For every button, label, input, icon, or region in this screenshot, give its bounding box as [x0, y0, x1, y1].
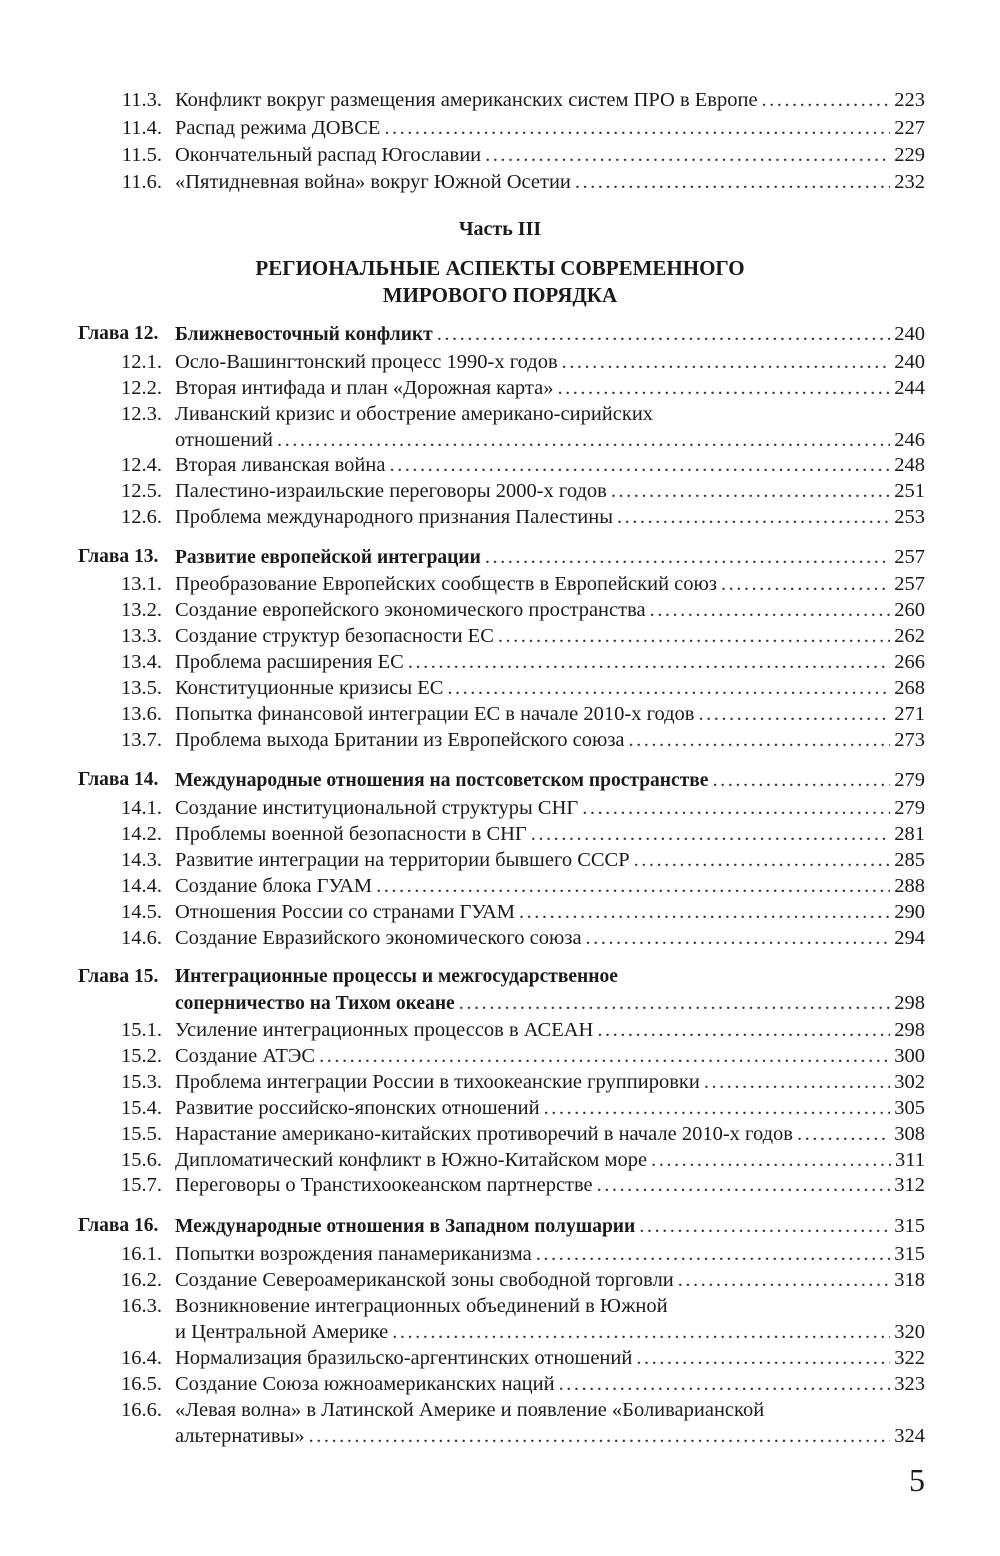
entry-title: Вторая интифада и план «Дорожная карта» — [175, 377, 554, 399]
entry-page: 311 — [895, 1149, 925, 1171]
toc-entry — [0, 674, 1000, 702]
entry-title: Создание структур безопасности ЕС — [175, 625, 494, 647]
entry-page: 251 — [894, 480, 925, 502]
entry-page: 308 — [894, 1123, 925, 1145]
entry-page: 312 — [894, 1174, 925, 1196]
chapter-label: Глава 16. — [78, 1215, 159, 1236]
entry-number: 15.5. — [121, 1123, 162, 1145]
entry-number: 15.4. — [121, 1097, 162, 1119]
entry-title: Проблема международного признания Палестины — [175, 506, 613, 528]
entry-number: 14.5. — [121, 901, 162, 923]
entry-title: Нормализация бразильско-аргентинских отношений — [175, 1347, 633, 1369]
entry-title: Проблемы военной безопасности в СНГ — [175, 823, 527, 845]
chapter-title-line-1: Интеграционные процессы и межгосударственное — [175, 966, 618, 987]
entry-page: 302 — [894, 1071, 925, 1093]
entry-page: 271 — [894, 703, 925, 725]
toc-entry — [0, 114, 1000, 142]
entry-title: Попытка финансовой интеграции ЕС в начале 2010-х годов — [175, 703, 695, 725]
entry-number: 13.5. — [121, 677, 162, 699]
entry-number: 13.2. — [121, 599, 162, 621]
entry-page: 262 — [894, 625, 925, 647]
entry-title: Развитие российско-японских отношений — [175, 1097, 540, 1119]
toc-entry — [0, 1266, 1000, 1294]
entry-title: альтернативы» — [175, 1425, 305, 1447]
entry-page: 305 — [894, 1097, 925, 1119]
entry-title: Окончательный распад Югославии — [175, 144, 482, 166]
entry-page: 324 — [894, 1425, 925, 1447]
entry-number: 16.5. — [121, 1373, 162, 1395]
chapter-heading — [0, 320, 1000, 348]
entry-title: Создание Евразийского экономического союза — [175, 927, 582, 949]
entry-title-line-1: Возникновение интеграционных объединений в Южной — [175, 1295, 668, 1317]
entry-page: 268 — [894, 677, 925, 699]
entry-title: и Центральной Америке — [175, 1321, 389, 1343]
entry-number: 12.5. — [121, 480, 162, 502]
entry-title: Развитие интеграции на территории бывшего СССР — [175, 849, 630, 871]
chapter-page: 257 — [894, 546, 925, 568]
chapter-label: Глава 13. — [78, 546, 159, 567]
entry-number: 12.4. — [121, 454, 162, 476]
entry-title: Проблема выхода Британии из Европейского союза — [175, 729, 625, 751]
entry-title: Создание АТЭС — [175, 1045, 316, 1067]
toc-entry-continuation — [0, 1318, 1000, 1346]
entry-number: 13.6. — [121, 703, 162, 725]
entry-page: 232 — [894, 171, 925, 193]
entry-page: 294 — [894, 927, 925, 949]
entry-title: Создание блока ГУАМ — [175, 875, 373, 897]
entry-page: 288 — [894, 875, 925, 897]
entry-title: Усиление интеграционных процессов в АСЕАН — [175, 1019, 594, 1041]
entry-page: 257 — [894, 573, 925, 595]
entry-page: 323 — [894, 1373, 925, 1395]
toc-entry — [0, 872, 1000, 900]
entry-page: 315 — [894, 1243, 925, 1265]
entry-page: 322 — [894, 1347, 925, 1369]
entry-page: 285 — [894, 849, 925, 871]
entry-number: 16.4. — [121, 1347, 162, 1369]
chapter-heading — [0, 963, 1000, 991]
entry-number: 13.7. — [121, 729, 162, 751]
toc-entry — [0, 924, 1000, 952]
entry-number: 14.6. — [121, 927, 162, 949]
entry-number: 12.3. — [121, 403, 162, 425]
entry-title: Конфликт вокруг размещения американских систем ПРО в Европе — [175, 89, 758, 111]
toc-entry — [0, 1068, 1000, 1096]
toc-entry — [0, 1240, 1000, 1268]
entry-title: Распад режима ДОВСЕ — [175, 117, 381, 139]
chapter-title: Развитие европейской интеграции — [175, 547, 481, 568]
toc-entry-continuation — [0, 426, 1000, 454]
toc-entry — [0, 1396, 1000, 1424]
entry-title: Дипломатический конфликт в Южно-Китайском море — [175, 1149, 648, 1171]
toc-entry — [0, 1146, 1000, 1174]
entry-page: 248 — [894, 454, 925, 476]
toc-entry — [0, 1120, 1000, 1148]
toc-entry — [0, 700, 1000, 728]
entry-number: 14.2. — [121, 823, 162, 845]
chapter-page: 298 — [894, 992, 925, 1014]
entry-title: Вторая ливанская война — [175, 454, 386, 476]
entry-number: 12.1. — [121, 351, 162, 373]
entry-title: Переговоры о Транстихоокеанском партнерстве — [175, 1174, 593, 1196]
toc-entry — [0, 477, 1000, 505]
entry-page: 223 — [894, 89, 925, 111]
entry-number: 16.6. — [121, 1399, 162, 1421]
toc-entry — [0, 622, 1000, 650]
entry-number: 15.7. — [121, 1174, 162, 1196]
entry-number: 11.6. — [121, 171, 162, 193]
toc-entry — [0, 648, 1000, 676]
entry-title: Палестино-израильские переговоры 2000-х годов — [175, 480, 607, 502]
toc-entry — [0, 168, 1000, 196]
part-title-line-2: МИРОВОГО ПОРЯДКА — [382, 283, 618, 307]
entry-title-line-1: «Левая волна» в Латинской Америке и появление «Боливарианской — [175, 1399, 765, 1421]
entry-number: 12.2. — [121, 377, 162, 399]
entry-title: Проблема интеграции России в тихоокеанские группировки — [175, 1071, 700, 1093]
toc-entry — [0, 1171, 1000, 1199]
toc-entry — [0, 1094, 1000, 1122]
chapter-title: Ближневосточный конфликт — [175, 324, 433, 345]
toc-entry — [0, 141, 1000, 169]
entry-title: Преобразование Европейских сообществ в Европейский союз — [175, 573, 717, 595]
toc-entry — [0, 374, 1000, 402]
entry-number: 16.2. — [121, 1269, 162, 1291]
entry-number: 14.4. — [121, 875, 162, 897]
entry-title: Создание Союза южноамериканских наций — [175, 1373, 555, 1395]
entry-number: 11.3. — [121, 89, 162, 111]
entry-title: отношений — [175, 429, 273, 451]
entry-number: 14.1. — [121, 797, 162, 819]
entry-page: 246 — [894, 429, 925, 451]
chapter-heading-continuation — [0, 989, 1000, 1017]
chapter-label: Глава 12. — [78, 323, 159, 344]
entry-title: Создание Североамериканской зоны свободной торговли — [175, 1269, 674, 1291]
entry-page: 300 — [894, 1045, 925, 1067]
toc-entry — [0, 1292, 1000, 1320]
entry-number: 13.1. — [121, 573, 162, 595]
chapter-page: 315 — [894, 1215, 925, 1237]
part-label: Часть III — [458, 218, 542, 240]
toc-entry — [0, 451, 1000, 479]
entry-page: 244 — [894, 377, 925, 399]
toc-entry — [0, 1370, 1000, 1398]
toc-entry — [0, 726, 1000, 754]
page-number: 5 — [909, 1462, 925, 1498]
entry-number: 11.4. — [121, 117, 162, 139]
entry-title: Отношения России со странами ГУАМ — [175, 901, 516, 923]
entry-title-line-1: Ливанский кризис и обострение американо-сирийских — [175, 403, 654, 425]
entry-number: 15.3. — [121, 1071, 162, 1093]
toc-entry — [0, 348, 1000, 376]
entry-title: Осло-Вашингтонский процесс 1990-х годов — [175, 351, 558, 373]
entry-page: 298 — [894, 1019, 925, 1041]
toc-entry-continuation — [0, 1422, 1000, 1450]
entry-page: 290 — [894, 901, 925, 923]
chapter-heading — [0, 1212, 1000, 1240]
chapter-label: Глава 14. — [78, 769, 159, 790]
chapter-title: соперничество на Тихом океане — [175, 993, 455, 1014]
toc-entry — [0, 1344, 1000, 1372]
entry-number: 13.3. — [121, 625, 162, 647]
entry-number: 12.6. — [121, 506, 162, 528]
toc-entry — [0, 1042, 1000, 1070]
entry-number: 16.3. — [121, 1295, 162, 1317]
entry-number: 13.4. — [121, 651, 162, 673]
toc-entry — [0, 794, 1000, 822]
entry-page: 253 — [894, 506, 925, 528]
entry-page: 260 — [894, 599, 925, 621]
toc-entry — [0, 820, 1000, 848]
entry-title: Конституционные кризисы ЕС — [175, 677, 444, 699]
toc-entry — [0, 596, 1000, 624]
entry-number: 15.6. — [121, 1149, 162, 1171]
entry-page: 240 — [894, 351, 925, 373]
entry-title: «Пятидневная война» вокруг Южной Осетии — [175, 171, 571, 193]
entry-number: 15.1. — [121, 1019, 162, 1041]
entry-page: 320 — [894, 1321, 925, 1343]
toc-entry — [0, 898, 1000, 926]
entry-page: 273 — [894, 729, 925, 751]
entry-title: Создание институциональной структуры СНГ — [175, 797, 579, 819]
chapter-heading — [0, 543, 1000, 571]
entry-page: 281 — [894, 823, 925, 845]
chapter-page: 279 — [894, 769, 925, 791]
chapter-page: 240 — [894, 323, 925, 345]
toc-entry — [0, 1016, 1000, 1044]
entry-number: 14.3. — [121, 849, 162, 871]
toc-entry — [0, 570, 1000, 598]
toc-entry — [0, 846, 1000, 874]
entry-title: Попытки возрождения панамериканизма — [175, 1243, 532, 1265]
toc-entry — [0, 400, 1000, 428]
chapter-heading — [0, 766, 1000, 794]
chapter-label: Глава 15. — [78, 966, 159, 987]
entry-page: 266 — [894, 651, 925, 673]
part-title-line-1: РЕГИОНАЛЬНЫЕ АСПЕКТЫ СОВРЕМЕННОГО — [255, 256, 745, 280]
toc-entry — [0, 86, 1000, 114]
entry-number: 11.5. — [121, 144, 162, 166]
entry-title: Нарастание американо-китайских противоречий в начале 2010-х годов — [175, 1123, 793, 1145]
entry-page: 279 — [894, 797, 925, 819]
entry-page: 318 — [894, 1269, 925, 1291]
entry-title: Создание европейского экономического пространства — [175, 599, 646, 621]
entry-title: Проблема расширения ЕС — [175, 651, 404, 673]
entry-number: 15.2. — [121, 1045, 162, 1067]
chapter-title: Международные отношения в Западном полушарии — [175, 1216, 636, 1237]
entry-page: 227 — [894, 117, 925, 139]
chapter-title: Международные отношения на постсоветском пространстве — [175, 770, 709, 791]
entry-page: 229 — [894, 144, 925, 166]
entry-number: 16.1. — [121, 1243, 162, 1265]
toc-entry — [0, 503, 1000, 531]
